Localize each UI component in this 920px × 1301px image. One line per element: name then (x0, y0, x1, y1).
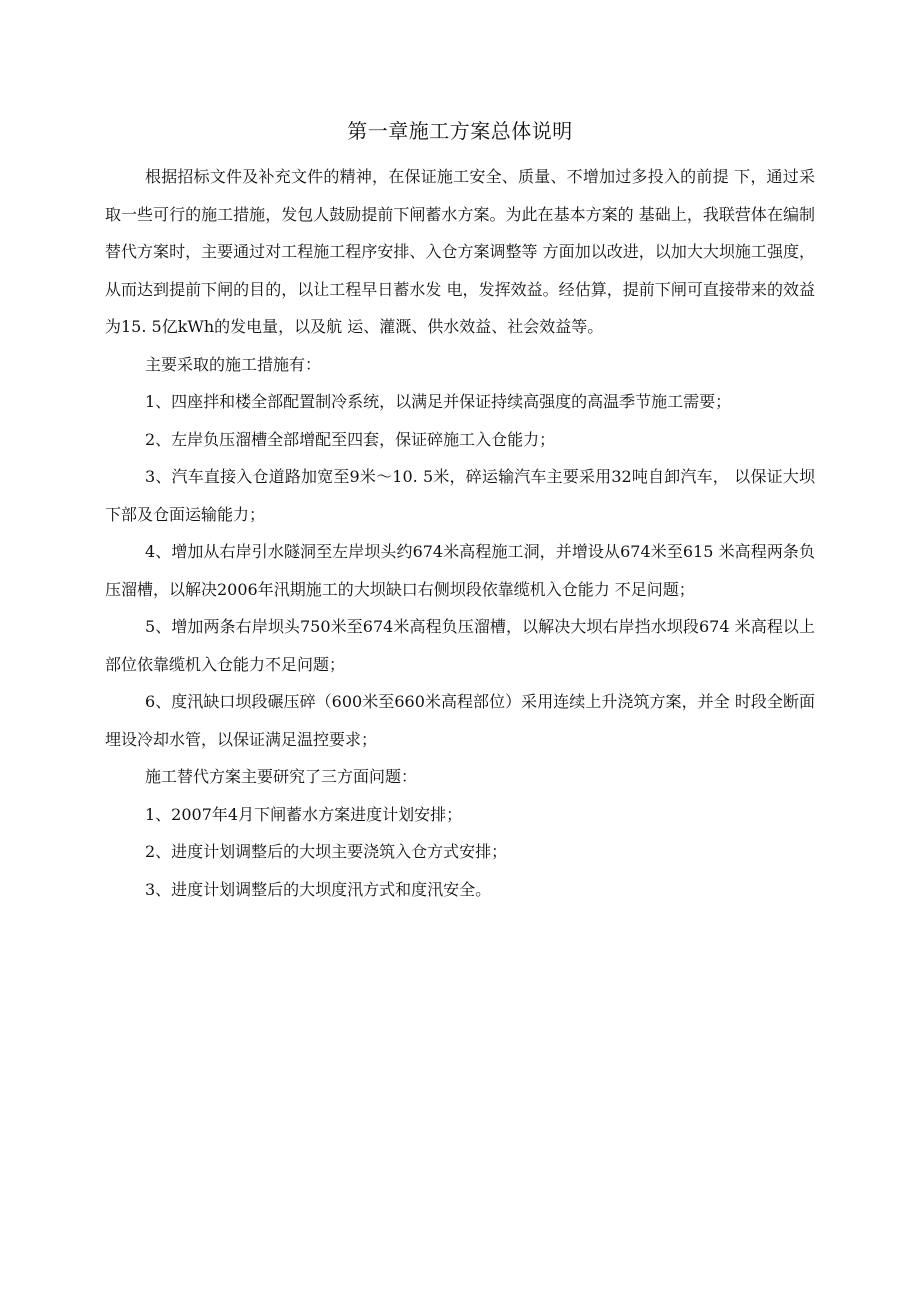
issue-item-2: 2、进度计划调整后的大坝主要浇筑入仓方式安排； (145, 842, 508, 861)
chapter-title: 第一章施工方案总体说明 (347, 119, 573, 143)
intro-paragraph: 根据招标文件及补充文件的精神，在保证施工安全、质量、不增加过多投入的前提 下，通过采取一些可行的施工措施，发包人鼓励提前下闸蓄水方案。为此在基本方案的 基础上，我联营体在编制替代方案时，主要通过对工程施工程序安排、入仓方案调整等 方面加以改进，以加大大坝施工强度，从而达到提前下闸的目的，以让工程早日蓄水发 电，发挥效益。经估算，提前下闸可直接带来的效益为15. 5亿kWh的发电量，以及航 运、灌溉、供水效益、社会效益等。 (105, 167, 815, 336)
issue-item-3: 3、进度计划调整后的大坝度汛方式和度汛安全。 (145, 879, 492, 899)
measure-item-2: 2、左岸负压溜槽全部增配至四套，保证碎施工入仓能力； (145, 429, 556, 449)
measure-item-5: 5、增加两条右岸坝头750米至674米高程负压溜槽，以解决大坝右岸挡水坝段674 米高程以上部位依靠缆机入仓能力不足问题； (105, 617, 815, 674)
measure-item-6: 6、度汛缺口坝段碾压碎（600米至660米高程部位）采用连续上升浇筑方案，并全 时段全断面埋设冷却水管，以保证满足温控要求； (105, 692, 815, 749)
measure-item-4: 4、增加从右岸引水隧洞至左岸坝头约674米高程施工洞，并增设从674米至615 米高程两条负压溜槽，以解决2006年汛期施工的大坝缺口右侧坝段依靠缆机入仓能力 不足问题； (105, 542, 815, 599)
measures-heading: 主要采取的施工措施有： (145, 354, 322, 374)
document-body (105, 158, 815, 908)
measure-item-3: 3、汽车直接入仓道路加宽至9米～10. 5米，碎运输汽车主要采用32吨自卸汽车， 以保证大坝下部及仓面运输能力； (105, 467, 815, 524)
issue-item-1: 1、2007年4月下闸蓄水方案进度计划安排； (145, 804, 463, 824)
measure-item-1: 1、四座拌和楼全部配置制冷系统，以满足并保证持续高强度的高温季节施工需要； (145, 392, 732, 411)
issues-heading: 施工替代方案主要研究了三方面问题： (145, 767, 418, 786)
